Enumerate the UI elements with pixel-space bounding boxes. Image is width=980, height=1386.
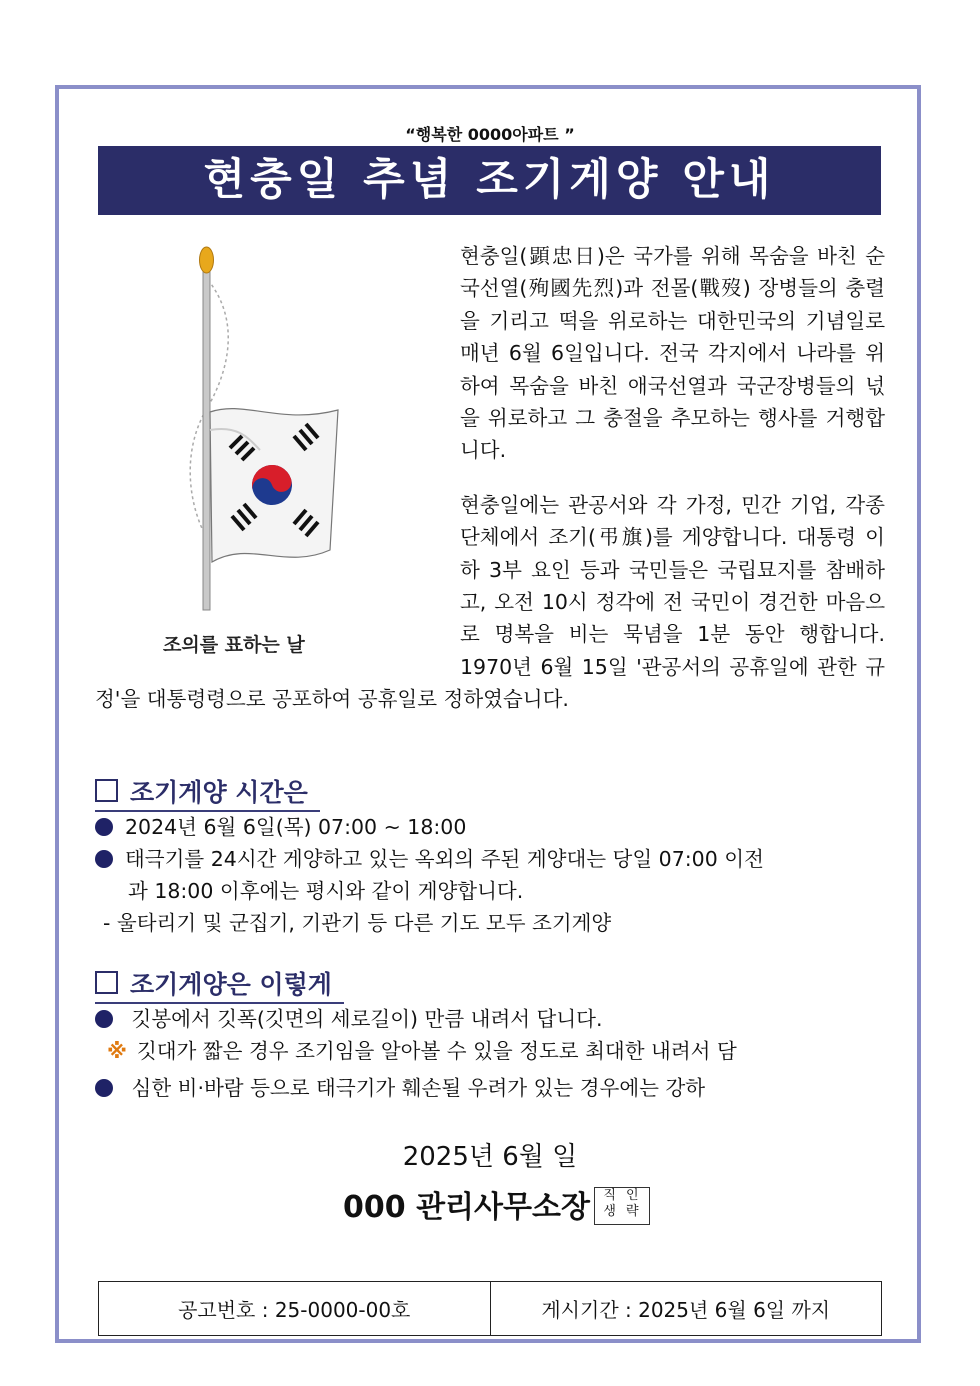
issue-date: 2025년 6월 일 <box>402 1142 578 1172</box>
reference-mark-icon: ※ <box>107 1039 127 1063</box>
seal-omitted-box: 직인 생략 <box>594 1187 650 1225</box>
posting-period: 게시기간 : 2025년 6월 6일 까지 <box>490 1282 882 1335</box>
apartment-subtitle: “행복한 0000아파트 ” <box>405 125 575 144</box>
method-line-1: 깃봉에서 깃폭(깃면의 세로길이) 만큼 내려서 답니다. <box>95 1003 885 1035</box>
time-line-1: 2024년 6월 6일(목) 07:00 ~ 18:00 <box>95 811 885 843</box>
method-line-3: 심한 비·바람 등으로 태극기가 훼손될 우려가 있는 경우에는 강하 <box>95 1072 885 1104</box>
flag-caption: 조의를 표하는 날 <box>163 634 305 656</box>
time-line-2: 태극기를 24시간 게양하고 있는 옥외의 주된 게양대는 당일 07:00 이전 <box>95 843 885 875</box>
signer-name: 000 관리사무소장 <box>343 1190 590 1225</box>
bullet-icon <box>95 818 113 836</box>
intro-paragraph-2: 현충일에는 관공서와 각 가정, 민간 기업, 각종 단체에서 조기(弔旗)를 게양합니다. 대통령 이하 3부 요인 등과 국민들은 국립묘지를 참배하고, 오전 10시 정각에 전 국민이 경건한 마음으로 명복을 비는 묵념을 1분 동안 행합니다. 1970년 6월 15일 '관공서의 공휴일에 관한 규정'을 대통령령으로 공포하여 공휴일로 정하였습니다. <box>95 492 885 712</box>
signer-line <box>343 1182 650 1228</box>
checkbox-square-icon <box>95 971 118 994</box>
footer-table <box>98 1281 882 1336</box>
section-heading-time: 조기게양 시간은 <box>95 773 320 812</box>
notice-number: 공고번호 : 25-0000-00호 <box>178 1298 411 1322</box>
intro-text <box>95 240 885 716</box>
section-heading-method: 조기게양은 이렇게 <box>95 965 344 1004</box>
method-note: ※ 깃대가 짧은 경우 조기임을 알아볼 수 있을 정도로 최대한 내려서 담 <box>107 1039 737 1063</box>
bullet-icon <box>95 1010 113 1028</box>
checkbox-square-icon <box>95 779 118 802</box>
bullet-icon <box>95 1079 113 1097</box>
time-line-2-cont: 과 18:00 이후에는 평시와 같이 게양합니다. <box>128 879 524 903</box>
bullet-icon <box>95 850 113 868</box>
intro-paragraph-1: 현충일(顕忠日)은 국가를 위해 목숨을 바친 순국선열(殉國先烈)과 전몰(戰歿) 장병들의 충렬을 기리고 떡을 위로하는 대한민국의 기념일로 매년 6월 6일입니다. 전국 각지에서 나라를 위하여 목숨을 바친 애국선열과 국군장병들의 넋을 위로하고 그 충절을 추모하는 행사를 거행합니다. <box>460 244 885 463</box>
time-line-3: - 울타리기 및 군집기, 기관기 등 다른 기도 모두 조기게양 <box>103 911 612 935</box>
page-title: 현충일 추념 조기게양 안내 <box>98 146 881 215</box>
